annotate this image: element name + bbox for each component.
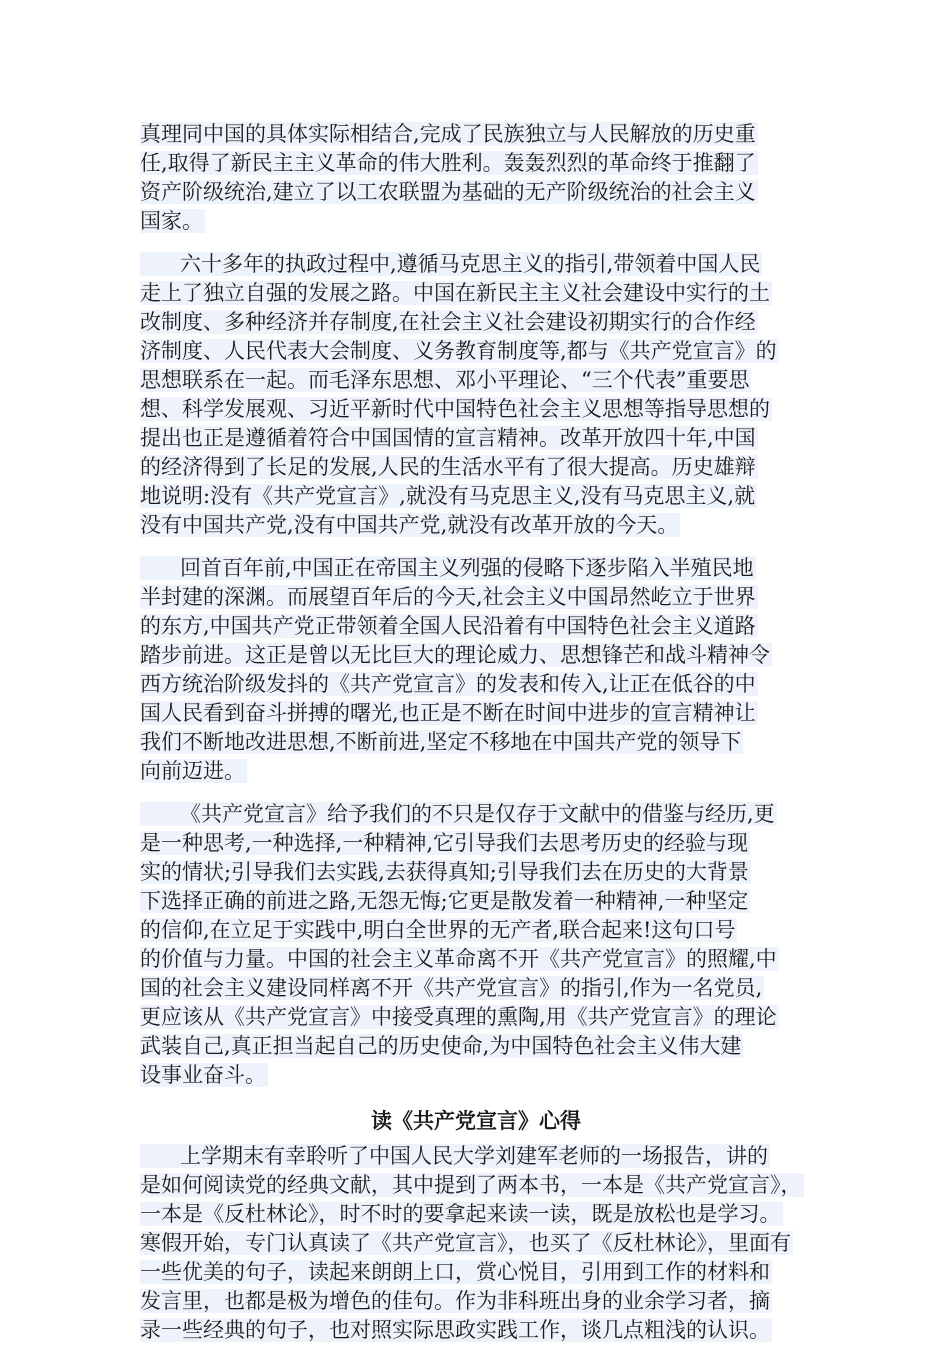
text-line: 资产阶级统治,建立了以工农联盟为基础的无产阶级统治的社会主义	[140, 180, 756, 204]
text-line: 西方统治阶级发抖的《共产党宣言》的发表和传入,让正在低谷的中	[140, 672, 756, 696]
text-line: 的东方,中国共产党正带领着全国人民沿着有中国特色社会主义道路	[140, 614, 756, 638]
text-line: 下选择正确的前进之路,无怨无悔;它更是散发着一种精神,一种坚定	[140, 889, 749, 913]
text-line: 踏步前进。这正是曾以无比巨大的理论威力、思想锋芒和战斗精神令	[140, 643, 770, 667]
text-line: 录一些经典的句子，也对照实际思政实践工作，谈几点粗浅的认识。	[140, 1318, 770, 1342]
text-line: 发言里，也都是极为增色的佳句。作为非科班出身的业余学习者，摘	[140, 1289, 770, 1313]
text-line: 地说明:没有《共产党宣言》,就没有马克思主义,没有马克思主义,就	[140, 484, 756, 508]
text-line: 济制度、人民代表大会制度、义务教育制度等,都与《共产党宣言》的	[140, 339, 777, 363]
text-line: 真理同中国的具体实际相结合,完成了民族独立与人民解放的历史重	[140, 122, 756, 146]
text-line: 想、科学发展观、习近平新时代中国特色社会主义思想等指导思想的	[140, 397, 770, 421]
text-line: 国家。	[140, 209, 203, 233]
text-line: 更应该从《共产党宣言》中接受真理的熏陶,用《共产党宣言》的理论	[140, 1005, 777, 1029]
text-line: 提出也正是遵循着符合中国国情的宣言精神。改革开放四十年,中国	[140, 426, 756, 450]
section-heading: 读《共产党宣言》心得	[371, 1109, 581, 1133]
text-line: 国人民看到奋斗拼搏的曙光,也正是不断在时间中进步的宣言精神让	[140, 701, 756, 725]
text-line: 半封建的深渊。而展望百年后的今天,社会主义中国昂然屹立于世界	[140, 585, 756, 609]
text-line: 思想联系在一起。而毛泽东思想、邓小平理论、“三个代表”重要思	[140, 368, 750, 392]
text-line: 设事业奋斗。	[140, 1063, 266, 1087]
text-line: 改制度、多种经济并存制度,在社会主义社会建设初期实行的合作经	[140, 310, 756, 334]
paragraph-2	[140, 250, 812, 540]
text-line: 是一种思考,一种选择,一种精神,它引导我们去思考历史的经验与现	[140, 831, 749, 855]
text-line: 国的社会主义建设同样离不开《共产党宣言》的指引,作为一名党员,	[140, 976, 763, 1000]
text-line: 一些优美的句子，读起来朗朗上口，赏心悦目，引用到工作的材料和	[140, 1260, 770, 1284]
text-line: 上学期末有幸聆听了中国人民大学刘建军老师的一场报告，讲的	[140, 1142, 812, 1171]
text-line: 的信仰,在立足于实践中,明白全世界的无产者,联合起来!这句口号	[140, 918, 736, 942]
text-line: 回首百年前,中国正在帝国主义列强的侵略下逐步陷入半殖民地	[140, 554, 812, 583]
paragraph-1	[140, 120, 812, 236]
text-line: 任,取得了新民主主义革命的伟大胜利。轰轰烈烈的革命终于推翻了	[140, 151, 756, 175]
text-line: 的经济得到了长足的发展,人民的生活水平有了很大提高。历史雄辩	[140, 455, 756, 479]
text-line: 我们不断地改进思想,不断前进,坚定不移地在中国共产党的领导下	[140, 730, 742, 754]
text-line: 的价值与力量。中国的社会主义革命离不开《共产党宣言》的照耀,中	[140, 947, 777, 971]
text-line: 寒假开始，专门认真读了《共产党宣言》，也买了《反杜林论》，里面有	[140, 1231, 791, 1255]
text-line: 武装自己,真正担当起自己的历史使命,为中国特色社会主义伟大建	[140, 1034, 742, 1058]
text-line: 一本是《反杜林论》，时不时的要拿起来读一读，既是放松也是学习。	[140, 1202, 781, 1226]
document-page	[140, 120, 812, 1359]
text-line: 实的情状;引导我们去实践,去获得真知;引导我们去在历史的大背景	[140, 860, 749, 884]
paragraph-4	[140, 800, 812, 1090]
text-line: 是如何阅读党的经典文献，其中提到了两本书，一本是《共产党宣言》，	[140, 1173, 802, 1197]
paragraph-3	[140, 554, 812, 786]
text-line: 《共产党宣言》给予我们的不只是仅存于文献中的借鉴与经历,更	[140, 800, 812, 829]
text-line: 没有中国共产党,没有中国共产党,就没有改革开放的今天。	[140, 513, 679, 537]
text-line: 向前迈进。	[140, 759, 245, 783]
text-line: 走上了独立自强的发展之路。中国在新民主主义社会建设中实行的土	[140, 281, 770, 305]
text-line: 六十多年的执政过程中,遵循马克思主义的指引,带领着中国人民	[140, 250, 812, 279]
paragraph-5	[140, 1142, 812, 1345]
